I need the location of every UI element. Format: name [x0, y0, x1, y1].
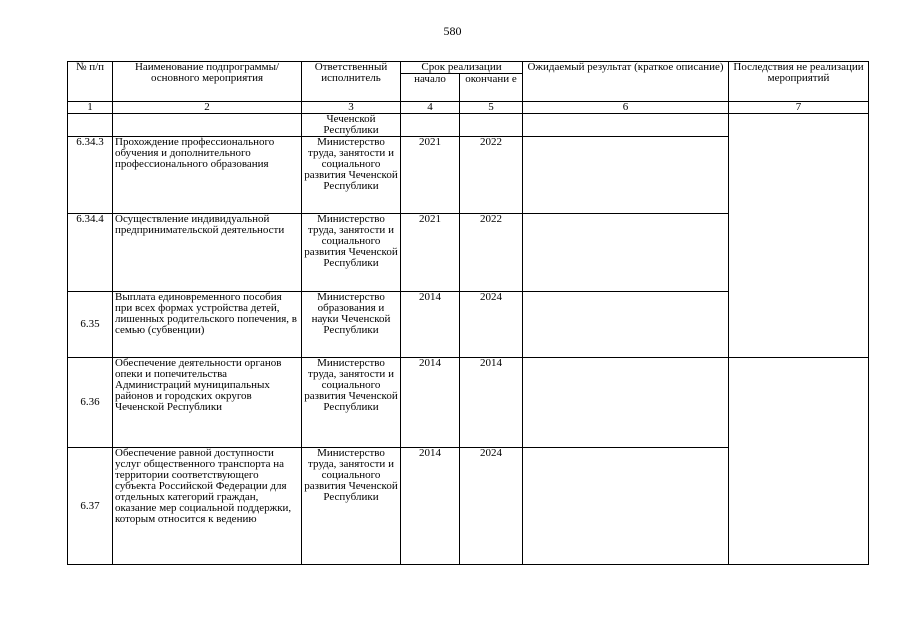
- header-row-1: [68, 62, 869, 74]
- header-name: Наименование подпрограммы/ основного мероприятия: [113, 62, 302, 102]
- row-number: 6.37: [68, 448, 113, 565]
- table-row: [68, 358, 869, 448]
- header-start: начало: [401, 74, 460, 102]
- row-name: [113, 114, 302, 137]
- plan-table: [67, 61, 869, 565]
- row-executor: Министерство труда, занятости и социального развития Чеченской Республики: [302, 214, 401, 292]
- row-executor: Министерство образования и науки Чеченской Республики: [302, 292, 401, 358]
- row-start: 2014: [401, 448, 460, 565]
- row-end: 2024: [460, 448, 523, 565]
- row-executor: Министерство труда, занятости и социального развития Чеченской Республики: [302, 137, 401, 214]
- column-numbers-row: [68, 102, 869, 114]
- column-number: 2: [113, 102, 302, 114]
- column-number: 3: [302, 102, 401, 114]
- column-number: 1: [68, 102, 113, 114]
- row-name: Выплата единовременного пособия при всех формах устройства детей, лишенных родительского попечения, в семью (субвенции): [113, 292, 302, 358]
- row-start: 2014: [401, 292, 460, 358]
- row-consequences: [729, 358, 869, 565]
- row-number: 6.35: [68, 292, 113, 358]
- row-consequences: [729, 114, 869, 358]
- header-num: № п/п: [68, 62, 113, 102]
- column-number: 6: [523, 102, 729, 114]
- column-number: 7: [729, 102, 869, 114]
- row-result: [523, 137, 729, 214]
- row-end: [460, 114, 523, 137]
- header-result: Ожидаемый результат (краткое описание): [523, 62, 729, 102]
- row-start: 2014: [401, 358, 460, 448]
- header-end: окончани е: [460, 74, 523, 102]
- row-result: [523, 358, 729, 448]
- row-start: 2021: [401, 214, 460, 292]
- row-end: 2014: [460, 358, 523, 448]
- row-number: 6.36: [68, 358, 113, 448]
- column-number: 4: [401, 102, 460, 114]
- page-number: 580: [443, 24, 462, 38]
- row-result: [523, 448, 729, 565]
- row-start: 2021: [401, 137, 460, 214]
- column-number: 5: [460, 102, 523, 114]
- header-consequences: Последствия не реализации мероприятий: [729, 62, 869, 102]
- table-row: [68, 114, 869, 137]
- row-name: Обеспечение равной доступности услуг общественного транспорта на территории соответствующего субъекта Российской Федерации для отдельных категорий граждан, оказание мер социальной поддержки, которым относится к ведению: [113, 448, 302, 565]
- row-result: [523, 214, 729, 292]
- row-end: 2022: [460, 214, 523, 292]
- row-result: [523, 114, 729, 137]
- row-name: Осуществление индивидуальной предпринимательской деятельности: [113, 214, 302, 292]
- row-start: [401, 114, 460, 137]
- row-executor: Министерство труда, занятости и социального развития Чеченской Республики: [302, 448, 401, 565]
- row-end: 2022: [460, 137, 523, 214]
- row-number: 6.34.4: [68, 214, 113, 292]
- row-executor: Министерство труда, занятости и социального развития Чеченской Республики: [302, 358, 401, 448]
- header-executor: Ответственный исполнитель: [302, 62, 401, 102]
- row-end: 2024: [460, 292, 523, 358]
- row-name: Обеспечение деятельности органов опеки и попечительства Администраций муниципальных районов и городских округов Чеченской Республики: [113, 358, 302, 448]
- row-number: 6.34.3: [68, 137, 113, 214]
- row-number: [68, 114, 113, 137]
- row-executor: Чеченской Республики: [302, 114, 401, 137]
- row-result: [523, 292, 729, 358]
- row-name: Прохождение профессионального обучения и дополнительного профессионального образования: [113, 137, 302, 214]
- header-period: Срок реализации: [401, 62, 523, 74]
